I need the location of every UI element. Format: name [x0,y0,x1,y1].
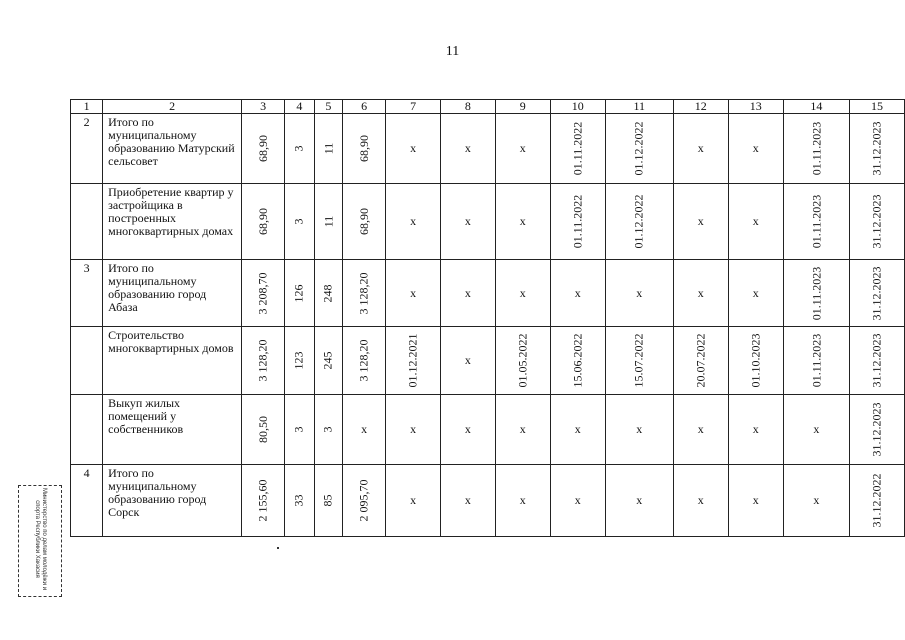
cell-col-8 [441,327,496,395]
not-applicable-mark: x [697,493,704,507]
header-cell: 8 [441,100,496,114]
not-applicable-mark: x [813,422,820,436]
rotated-value: 248 [320,284,335,302]
rotated-value: 31.12.2023 [869,194,884,249]
cell-col-14 [783,114,849,184]
rotated-value: 123 [291,351,306,370]
cell-col-9 [495,395,550,465]
rotated-value: 01.11.2023 [808,194,823,249]
rotated-value: 68,90 [356,135,371,162]
cell-col-9 [495,260,550,327]
cell-col-4 [285,395,314,465]
rotated-value: 68,90 [356,208,371,235]
not-applicable-mark: x [697,141,704,155]
cell-col-14 [783,260,849,327]
rotated-value: 3 128,20 [255,339,270,382]
not-applicable-mark: x [519,141,526,155]
table-row [71,114,905,184]
stamp-text: Министерство по делам молодёжи и спорта Республики Хакасия [34,487,47,591]
cell-col-9 [495,327,550,395]
rotated-value: 3 128,20 [356,272,371,314]
speck [277,547,279,549]
cell-col-15 [849,395,904,465]
table-body [71,100,905,537]
header-cell: 2 [103,100,242,114]
row-name: Итого по муниципальному образованию город Абаза [103,260,242,327]
not-applicable-mark: x [464,214,471,228]
not-applicable-mark: x [636,285,643,300]
rotated-value: 3 [291,145,306,152]
cell-col-15 [849,114,904,184]
table-row [71,327,905,395]
cell-col-11 [605,260,673,327]
not-applicable-mark: x [410,493,417,507]
header-row [71,100,905,114]
page-number: 11 [445,44,460,59]
cell-col-8 [441,260,496,327]
rotated-value: 3 [291,218,306,225]
header-cell: 14 [783,100,849,114]
rotated-value: 68,90 [255,135,270,162]
header-cell: 10 [550,100,605,114]
cell-col-3 [242,327,285,395]
not-applicable-mark: x [464,422,471,436]
cell-col-3 [242,395,285,465]
not-applicable-mark: x [752,214,759,228]
table-row [71,395,905,465]
rotated-value: 01.10.2023 [748,333,763,388]
rotated-value: 85 [320,494,335,507]
rotated-value: 20.07.2022 [693,333,708,388]
not-applicable-mark: x [697,285,704,300]
header-cell: 15 [849,100,904,114]
header-cell: 11 [605,100,673,114]
rotated-value: 11 [320,142,335,155]
cell-col-14 [783,327,849,395]
header-cell: 4 [285,100,314,114]
header-cell: 3 [242,100,285,114]
cell-col-3 [242,260,285,327]
cell-col-12 [673,327,728,395]
not-applicable-mark: x [519,422,526,436]
not-applicable-mark: x [697,214,704,228]
cell-col-12 [673,465,728,537]
cell-col-14 [783,395,849,465]
cell-col-9 [495,184,550,260]
table-row [71,184,905,260]
cell-col-6 [343,114,386,184]
cell-col-6 [343,260,386,327]
rotated-value: 01.12.2022 [631,194,646,249]
cell-col-11 [605,327,673,395]
cell-col-8 [441,395,496,465]
row-number: 4 [71,465,103,537]
rotated-value: 31.12.2023 [869,402,884,457]
rotated-value: 33 [291,494,306,507]
not-applicable-mark: x [519,214,526,228]
schedule-table [70,99,905,537]
cell-col-12 [673,114,728,184]
cell-col-9 [495,114,550,184]
cell-col-6 [343,327,386,395]
header-cell: 9 [495,100,550,114]
rotated-value: 3 [291,426,306,433]
rotated-value: 01.11.2022 [570,121,585,176]
cell-col-12 [673,395,728,465]
rotated-value: 2 095,70 [356,479,371,522]
cell-col-3 [242,114,285,184]
cell-col-10 [550,114,605,184]
rotated-value: 01.05.2022 [515,333,530,388]
not-applicable-mark: x [519,493,526,507]
cell-col-14 [783,184,849,260]
cell-col-4 [285,184,314,260]
not-applicable-mark: x [574,285,581,300]
cell-col-15 [849,327,904,395]
cell-col-5 [314,114,343,184]
rotated-value: 01.11.2023 [808,266,823,320]
header-cell: 12 [673,100,728,114]
cell-col-12 [673,260,728,327]
cell-col-9 [495,465,550,537]
not-applicable-mark: x [464,141,471,155]
cell-col-6 [343,395,386,465]
cell-col-15 [849,260,904,327]
rotated-value: 01.12.2021 [405,333,420,388]
not-applicable-mark: x [410,214,417,228]
cell-col-11 [605,114,673,184]
not-applicable-mark: x [574,422,581,436]
not-applicable-mark: x [410,422,417,436]
cell-col-6 [343,184,386,260]
cell-col-7 [386,114,441,184]
cell-col-7 [386,184,441,260]
not-applicable-mark: x [574,493,581,507]
rotated-value: 15.07.2022 [631,333,646,388]
cell-col-3 [242,465,285,537]
not-applicable-mark: x [361,422,368,436]
cell-col-10 [550,465,605,537]
rotated-value: 01.12.2022 [631,121,646,176]
cell-col-13 [728,465,783,537]
not-applicable-mark: x [752,285,759,300]
cell-col-8 [441,465,496,537]
header-cell: 1 [71,100,103,114]
table-row [71,465,905,537]
cell-col-7 [386,465,441,537]
rotated-value: 11 [320,215,335,228]
cell-col-8 [441,184,496,260]
rotated-value: 3 [320,426,335,433]
row-name: Итого по муниципальному образованию город Сорск [103,465,242,537]
cell-col-5 [314,465,343,537]
cell-col-8 [441,114,496,184]
cell-col-13 [728,395,783,465]
row-name: Строительство многоквартирных домов [103,327,242,395]
header-cell: 5 [314,100,343,114]
rotated-value: 31.12.2023 [869,121,884,176]
cell-col-10 [550,395,605,465]
rotated-value: 68,90 [255,208,270,235]
rotated-value: 3 128,20 [356,339,371,382]
table-row [71,260,905,327]
cell-col-10 [550,184,605,260]
row-number: 3 [71,260,103,327]
rotated-value: 3 208,70 [255,272,270,314]
row-name: Приобретение квартир у застройщика в построенных многоквартирных домах [103,184,242,260]
not-applicable-mark: x [410,285,417,300]
cell-col-13 [728,114,783,184]
row-number [71,395,103,465]
cell-col-15 [849,465,904,537]
row-number [71,184,103,260]
rotated-value: 245 [320,351,335,370]
rotated-value: 2 155,60 [255,479,270,522]
cell-col-15 [849,184,904,260]
cell-col-5 [314,395,343,465]
not-applicable-mark: x [464,493,471,507]
cell-col-7 [386,327,441,395]
not-applicable-mark: x [636,422,643,436]
not-applicable-mark: x [752,141,759,155]
rotated-value: 31.12.2022 [869,473,884,528]
cell-col-12 [673,184,728,260]
cell-col-3 [242,184,285,260]
cell-col-7 [386,395,441,465]
cell-col-13 [728,327,783,395]
row-number: 2 [71,114,103,184]
stamp [18,485,62,597]
cell-col-4 [285,465,314,537]
rotated-value: 31.12.2023 [869,266,884,320]
not-applicable-mark: x [752,493,759,507]
cell-col-7 [386,260,441,327]
cell-col-14 [783,465,849,537]
cell-col-4 [285,260,314,327]
not-applicable-mark: x [813,493,820,507]
row-name: Выкуп жилых помещений у собственников [103,395,242,465]
not-applicable-mark: x [464,353,471,367]
rotated-value: 01.11.2023 [808,333,823,388]
rotated-value: 15.06.2022 [570,333,585,388]
cell-col-4 [285,327,314,395]
row-name: Итого по муниципальному образованию Матурский сельсовет [103,114,242,184]
cell-col-5 [314,184,343,260]
header-cell: 13 [728,100,783,114]
cell-col-11 [605,184,673,260]
cell-col-10 [550,260,605,327]
not-applicable-mark: x [636,493,643,507]
not-applicable-mark: x [752,422,759,436]
cell-col-5 [314,327,343,395]
not-applicable-mark: x [519,285,526,300]
cell-col-4 [285,114,314,184]
cell-col-11 [605,395,673,465]
cell-col-11 [605,465,673,537]
rotated-value: 80,50 [255,416,270,443]
cell-col-13 [728,184,783,260]
not-applicable-mark: x [464,285,471,300]
rotated-value: 01.11.2023 [808,121,823,176]
header-cell: 7 [386,100,441,114]
rotated-value: 01.11.2022 [570,194,585,249]
cell-col-5 [314,260,343,327]
row-number [71,327,103,395]
header-cell: 6 [343,100,386,114]
not-applicable-mark: x [697,422,704,436]
cell-col-13 [728,260,783,327]
not-applicable-mark: x [410,141,417,155]
cell-col-10 [550,327,605,395]
cell-col-6 [343,465,386,537]
rotated-value: 31.12.2023 [869,333,884,388]
rotated-value: 126 [291,284,306,302]
